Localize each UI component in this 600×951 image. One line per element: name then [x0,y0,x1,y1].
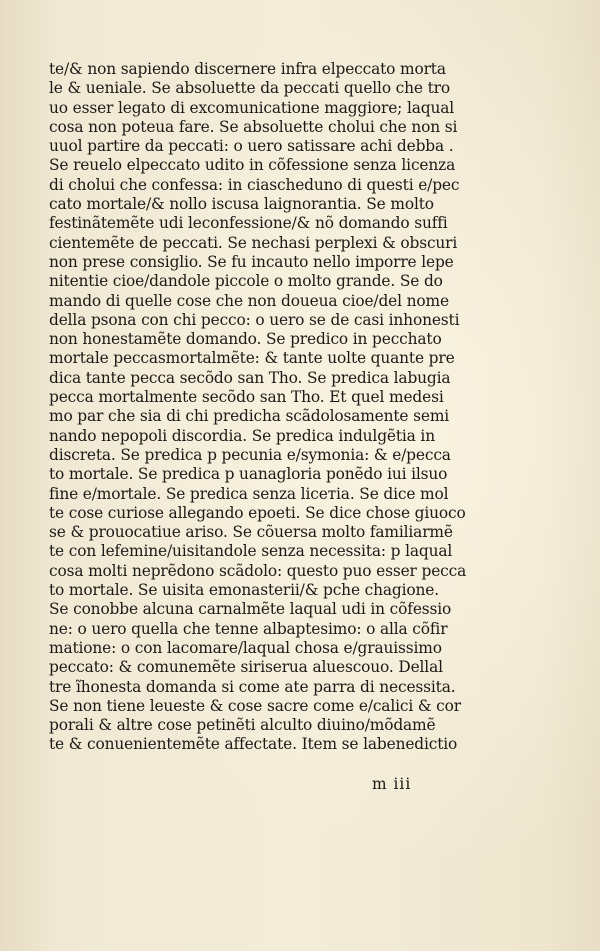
text-line: Se non tiene leueste & cose sacre come e/calici & cor [49,696,461,715]
text-line: le & ueniale. Se absoluette da peccati quello che tro [49,79,450,98]
text-line: te/& non sapiendo discernere infra elpeccato morta [49,60,446,78]
text-line: discreta. Se predica p pecunia e/symonia: & e/pecca [49,445,451,464]
text-line: te & conuenientemẽte affectate. Item se labenedictio [49,735,458,754]
text-line: se & prouocatiue ariso. Se cõuersa molto familiarmẽ [49,523,453,542]
text-line: Se reuelo elpeccato udito in cõfessione senza licenza [49,156,456,175]
text-line: te con lefemine/uisitandole senza necessita: p laqual [49,542,453,561]
text-line: dica tante pecca secõdo san Tho. Se predica labugia [49,368,451,387]
body-text [49,60,469,755]
text-line: cosa molti neprẽdono scãdolo: questo puo esser pecca [49,561,467,580]
text-line: mortale peccasmortalmẽte: & tante uolte quante pre [49,349,455,368]
text-line: cosa non poteua fare. Se absoluette cholui che non si [49,117,458,136]
text-line: uo esser legato di excomunicatione maggiore; laqual [49,98,455,117]
text-line: nando nepopoli discordia. Se predica indulgẽtia in [49,426,435,445]
text-line: cientemẽte de peccati. Se nechasi perplexi & obscuri [49,233,458,252]
text-line: porali & altre cose petinẽti alculto diuino/mõdamẽ [49,716,436,735]
text-line: te cose curiose allegando epoeti. Se dice chose giuoco [49,503,466,522]
text-line: della psona con chi pecco: o uero se de casi inhonesti [49,310,460,329]
text-line: festinãtemẽte udi leconfessione/& nõ domando suffi [49,214,448,233]
text-line: cato mortale/& nollo iscusa laignorantia. Se molto [49,195,434,214]
text-line: pecca mortalmente secõdo san Tho. Et quel medesi [49,388,444,407]
text-line: to mortale. Se predica p uanagloria ponẽdo iui ilsuo [49,465,448,484]
text-line: non prese consiglio. Se fu incauto nello imporre lepe [49,252,454,271]
text-line: di cholui che confessa: in ciascheduno di questi e/pec [49,175,460,194]
signature-mark: m iii [372,775,412,793]
text-line: fine e/mortale. Se predica senza liceтia. Se dice mol [49,484,449,503]
text-line: to mortale. Se uisita emonasterii/& pche chagione. [49,581,439,600]
text-line: mando di quelle cose che non doueua cioe/del nome [49,291,449,310]
text-line: tre ĩhonesta domanda si come ate parra di necessita. [49,677,456,696]
text-line: uuol partire da peccati: o uero satissare achi debba . [49,137,454,156]
text-line: matione: o con lacomare/laqual chosa e/grauissimo [49,638,442,657]
text-line: non honestamẽte domando. Se predico in pecchato [49,330,442,349]
text-line: nitentie cioe/dandole piccole o molto grande. Se do [49,272,443,291]
text-line: Se conobbe alcuna carnalmẽte laqual udi in cõfessio [49,600,452,619]
text-line: ne: o uero quella che tenne albaptesimo: o alla cõfir [49,619,448,638]
text-line: peccato: & comunemẽte siriserua aluescouo. Dellal [49,658,443,677]
text-line: mo par che sia di chi predicha scãdolosamente semi [49,407,450,426]
